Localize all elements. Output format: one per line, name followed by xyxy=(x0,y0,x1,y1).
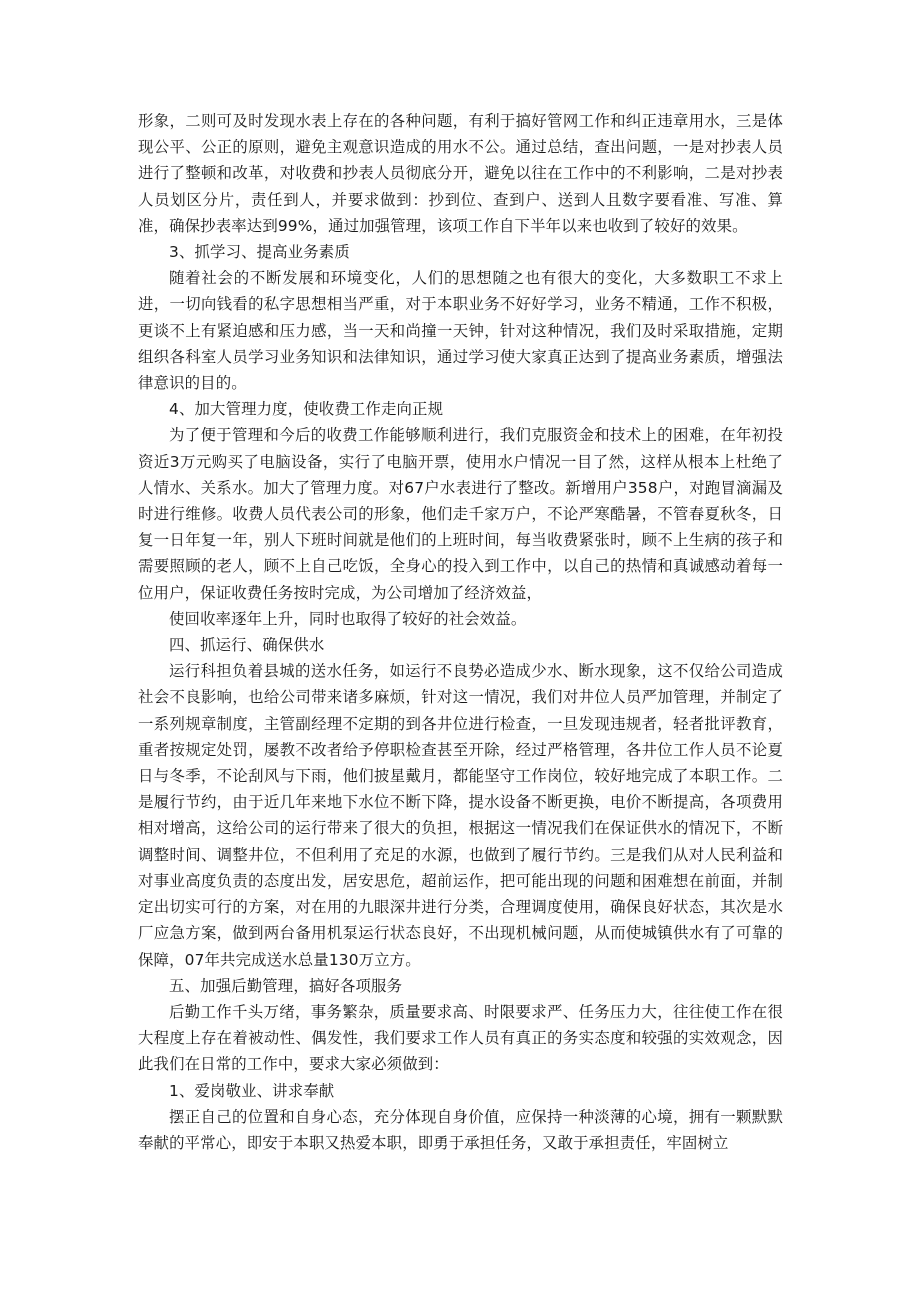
heading-management: 4、加大管理力度，使收费工作走向正规 xyxy=(169,400,444,419)
heading-operation: 四、抓运行、确保供水 xyxy=(169,636,325,655)
paragraph-study: 随着社会的不断发展和环境变化，人们的思想随之也有很大的变化，大多数职工不求上进，一切向钱看的私字思想相当严重，对于本职业务不好好学习，业务不精通，工作不积极，更谈不上有紧迫感和压力感，当一天和尚撞一天钟，针对这种情况，我们及时采取措施，定期组织各科室人员学习业务知识和法律知识，通过学习使大家真正达到了提高业务素质，增强法律意识的目的。 xyxy=(138,269,783,393)
paragraph-collection-rate: 使回收率逐年上升，同时也取得了较好的社会效益。 xyxy=(169,609,527,628)
paragraph-operation: 运行科担负着县城的送水任务，如运行不良势必造成少水、断水现象，这不仅给公司造成社会不良影响，也给公司带来诸多麻烦，针对这一情况，我们对井位人员严加管理，并制定了一系列规章制度，主管副经理不定期的到各井位进行检查，一旦发现违规者，轻者批评教育，重者按规定处罚，屡教不改者给予停职检查甚至开除，经过严格管理，各井位工作人员不论夏日与冬季，不论刮风与下雨，他们披星戴月，都能坚守工作岗位，较好地完成了本职工作。二是履行节约，由于近几年来地下水位不断下降，提水设备不断更换，电价不断提高，各项费用相对增高，这给公司的运行带来了很大的负担，根据这一情况我们在保证供水的情况下，不断调整时间、调整井位，不但利用了充足的水源，也做到了履行节约。三是我们从对人民利益和对事业高度负责的态度出发，居安思危，超前运作，把可能出现的问题和困难想在前面，并制定出切实可行的方案，对在用的九眼深井进行分类，合理调度使用，确保良好状态，其次是水厂应急方案，做到两台备用机泵运行状态良好，不出现机械问题，从而使城镇供水有了可靠的保障，07年共完成送水总量130万立方。 xyxy=(138,662,783,969)
heading-dedication: 1、爱岗敬业、讲求奉献 xyxy=(169,1081,335,1100)
paragraph-dedication: 摆正自己的位置和自身心态，充分体现自身价值，应保持一种淡薄的心境，拥有一颗默默奉献的平常心，即安于本职又热爱本职，即勇于承担任务，又敢于承担责任，牢固树立 xyxy=(138,1107,783,1152)
paragraph-management: 为了便于管理和今后的收费工作能够顺利进行，我们克服资金和技术上的困难，在年初投资近3万元购买了电脑设备，实行了电脑开票，使用水户情况一目了然，这样从根本上杜绝了人情水、关系水。加大了管理力度。对67户水表进行了整改。新增用户358户，对跑冒滴漏及时进行维修。收费人员代表公司的形象，他们走千家万户，不论严寒酷暑，不管春夏秋冬，日复一日年复一年，别人下班时间就是他们的上班时间，每当收费紧张时，顾不上生病的孩子和需要照顾的老人，顾不上自己吃饭，全身心的投入到工作中，以自己的热情和真诚感动着每一位用户，保证收费任务按时完成，为公司增加了经济效益， xyxy=(138,426,783,602)
heading-logistics: 五、加强后勤管理，搞好各项服务 xyxy=(169,976,403,995)
document-page xyxy=(138,108,783,1156)
paragraph-meter-reading: 形象，二则可及时发现水表上存在的各种问题，有利于搞好管网工作和纠正违章用水，三是体现公平、公正的原则，避免主观意识造成的用水不公。通过总结，查出问题，一是对抄表人员进行了整顿和改革，对收费和抄表人员彻底分开，避免以往在工作中的不利影响，二是对抄表人员划区分片，责任到人，并要求做到：抄到位、查到户、送到人且数字要看准、写准、算准，确保抄表率达到99%，通过加强管理，该项工作自下半年以来也收到了较好的效果。 xyxy=(138,112,783,235)
heading-study: 3、抓学习、提高业务素质 xyxy=(169,243,350,262)
paragraph-logistics: 后勤工作千头万绪，事务繁杂，质量要求高、时限要求严、任务压力大，往往使工作在很大程度上存在着被动性、偶发性，我们要求工作人员有真正的务实态度和较强的实效观念，因此我们在日常的工作中，要求大家必须做到： xyxy=(138,1002,783,1074)
